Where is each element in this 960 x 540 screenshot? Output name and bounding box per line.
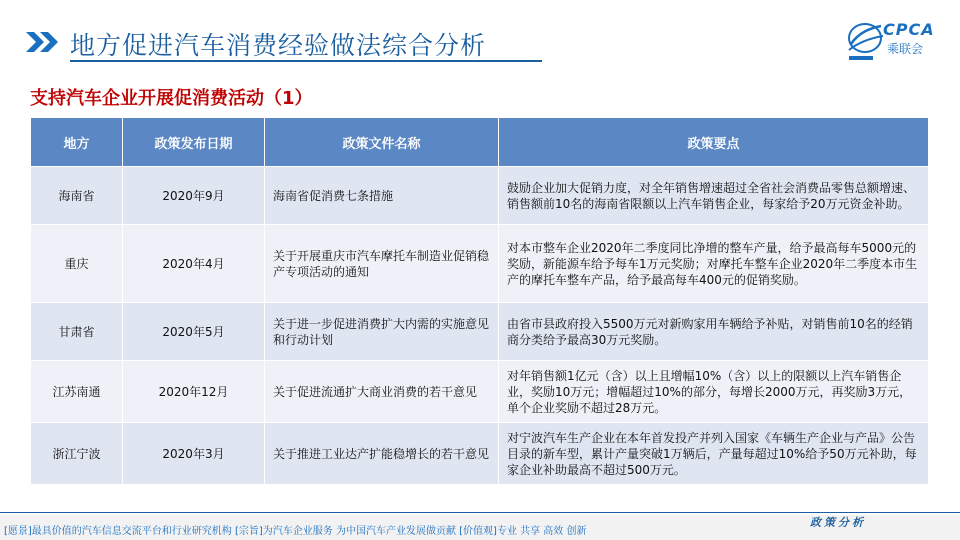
title-underline bbox=[70, 60, 542, 62]
cell-points: 鼓励企业加大促销力度，对全年销售增速超过全省社会消费品零售总额增速、销售额前10名的海南省限额以上汽车销售企业，每家给予20万元资金补助。 bbox=[499, 167, 929, 225]
logo-text: CPCA bbox=[883, 20, 935, 39]
policy-table bbox=[30, 117, 929, 485]
table-row bbox=[31, 225, 929, 303]
cell-date: 2020年3月 bbox=[123, 423, 265, 485]
column-header-region: 地方 bbox=[31, 118, 123, 167]
table-row bbox=[31, 167, 929, 225]
cell-date: 2020年4月 bbox=[123, 225, 265, 303]
column-header-date: 政策发布日期 bbox=[123, 118, 265, 167]
cell-region: 浙江宁波 bbox=[31, 423, 123, 485]
cell-document: 关于进一步促进消费扩大内需的实施意见和行动计划 bbox=[265, 303, 499, 361]
cell-points: 由省市县政府投入5500万元对新购家用车辆给予补贴，对销售前10名的经销商分类给予最高30万元奖励。 bbox=[499, 303, 929, 361]
cell-date: 2020年9月 bbox=[123, 167, 265, 225]
cell-document: 关于促进流通扩大商业消费的若干意见 bbox=[265, 361, 499, 423]
cell-points: 对年销售额1亿元（含）以上且增幅10%（含）以上的限额以上汽车销售企业，奖励10万元；增幅超过10%的部分，每增长2000万元，再奖励3万元，单个企业奖励不超过28万元。 bbox=[499, 361, 929, 423]
double-chevron-icon bbox=[24, 30, 64, 54]
cell-points: 对宁波汽车生产企业在本年首发投产并列入国家《车辆生产企业与产品》公告目录的新车型，累计产量突破1万辆后，产量每超过10%给予50万元补助，每家企业补助最高不超过500万元。 bbox=[499, 423, 929, 485]
footer-section-label: 政策分析 bbox=[810, 516, 866, 529]
cell-date: 2020年12月 bbox=[123, 361, 265, 423]
logo-chinese-text: 乘联会 bbox=[887, 42, 924, 56]
page-title: 地方促进汽车消费经验做法综合分析 bbox=[70, 31, 487, 60]
table-row bbox=[31, 361, 929, 423]
column-header-document: 政策文件名称 bbox=[265, 118, 499, 167]
cell-document: 海南省促消费七条措施 bbox=[265, 167, 499, 225]
cell-region: 海南省 bbox=[31, 167, 123, 225]
table-row bbox=[31, 423, 929, 485]
table-header-row bbox=[31, 118, 929, 167]
column-header-points: 政策要点 bbox=[499, 118, 929, 167]
table-row bbox=[31, 303, 929, 361]
globe-logo-icon bbox=[845, 18, 885, 63]
cpca-logo bbox=[845, 18, 945, 63]
cell-document: 关于推进工业达产扩能稳增长的若干意见 bbox=[265, 423, 499, 485]
footer-mission-text: [愿景]最具价值的汽车信息交流平台和行业研究机构 [宗旨]为汽车企业服务 为中国汽车产业发展做贡献 [价值观]专业 共享 高效 创新 bbox=[4, 526, 587, 537]
footer-divider bbox=[0, 512, 960, 513]
cell-date: 2020年5月 bbox=[123, 303, 265, 361]
cell-points: 对本市整车企业2020年二季度同比净增的整车产量，给予最高每车5000元的奖励，新能源车给予每车1万元奖励；对摩托车整车企业2020年二季度本市生产的摩托车整车产品，给予最高每车400元的促销奖励。 bbox=[499, 225, 929, 303]
cell-document: 关于开展重庆市汽车摩托车制造业促销稳产专项活动的通知 bbox=[265, 225, 499, 303]
slide-header bbox=[0, 0, 960, 70]
cell-region: 甘肃省 bbox=[31, 303, 123, 361]
cell-region: 江苏南通 bbox=[31, 361, 123, 423]
cell-region: 重庆 bbox=[31, 225, 123, 303]
section-subtitle: 支持汽车企业开展促消费活动（1） bbox=[30, 88, 313, 109]
